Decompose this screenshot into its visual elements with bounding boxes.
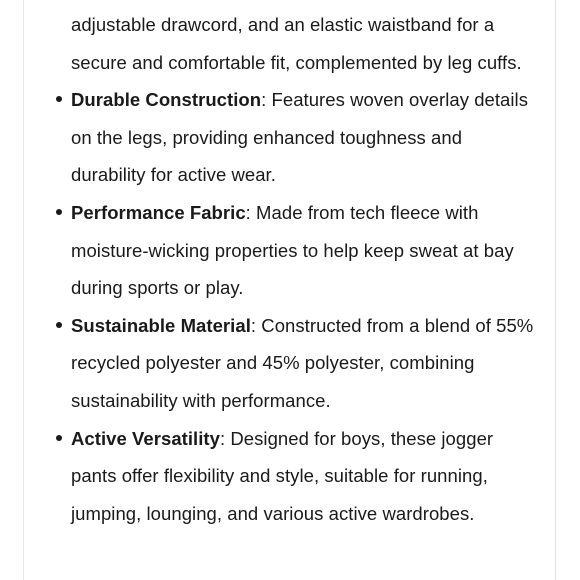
feature-list [71, 81, 541, 532]
feature-title: Durable Construction [71, 89, 262, 111]
feature-item-active-versatility [71, 420, 541, 533]
feature-text: : Designed for boys, these jogger pants offer flexibility and style, suitable for running, jumping, lounging, and various active wardrobes. [71, 427, 494, 524]
feature-item-durable-construction [71, 81, 541, 194]
feature-text: : Features woven overlay details on the legs, providing enhanced toughness and durability for active wear. [71, 89, 529, 186]
bullet-icon [56, 322, 62, 328]
feature-text: : Made from tech fleece with moisture-wicking properties to help keep sweat at bay during sports or play. [71, 201, 514, 299]
feature-text: : Constructed from a blend of 55% recycled polyester and 45% polyester, combining sustainability with performance. [71, 314, 534, 411]
feature-title: Performance Fabric [71, 201, 246, 223]
feature-item-sustainable-material [71, 307, 541, 420]
bullet-icon [56, 209, 62, 215]
feature-item-performance-fabric [71, 194, 541, 307]
bullet-icon [56, 435, 62, 441]
intro-paragraph: adjustable drawcord, and an elastic waistband for a secure and comfortable fit, complemented by leg cuffs. [71, 14, 522, 73]
feature-title: Active Versatility [71, 427, 220, 449]
feature-title: Sustainable Material [71, 314, 251, 336]
product-description [71, 6, 541, 532]
